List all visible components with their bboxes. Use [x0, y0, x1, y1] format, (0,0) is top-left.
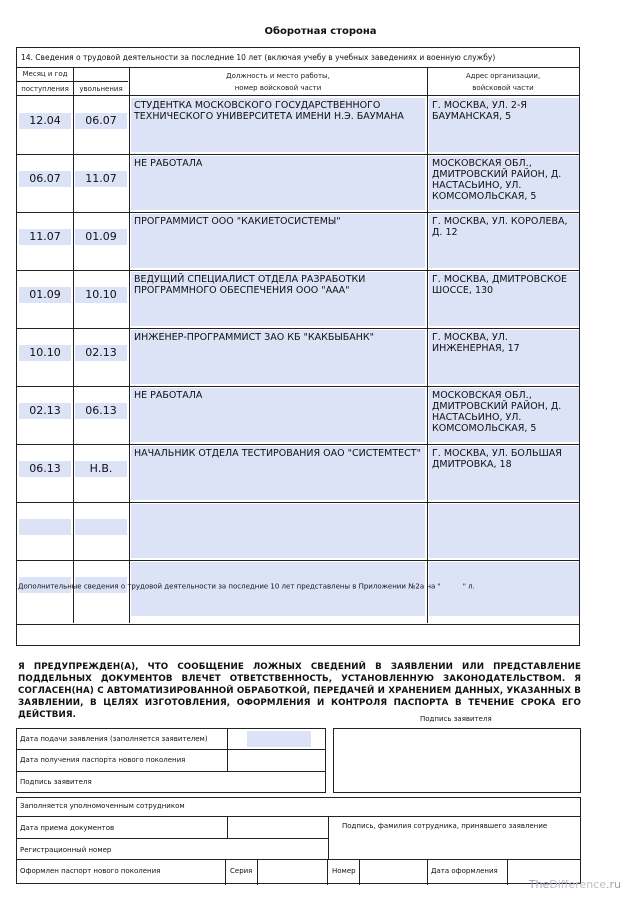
header-position-line2: номер войсковой части [234, 84, 322, 92]
watermark-logo [529, 878, 621, 891]
end-date: 10.10 [85, 288, 117, 301]
watermark-part3: .ru [606, 878, 621, 891]
start-date-field[interactable] [19, 461, 71, 477]
end-date-field[interactable] [75, 113, 127, 129]
header-address [427, 70, 579, 94]
end-date-field[interactable] [75, 345, 127, 361]
staff-block [16, 797, 581, 884]
end-date-field[interactable] [75, 519, 127, 535]
issued-label: Оформлен паспорт нового поколения [20, 867, 161, 875]
end-date: Н.В. [89, 462, 113, 475]
start-date-field[interactable] [19, 171, 71, 187]
end-date: 01.09 [85, 230, 117, 243]
address-text [429, 562, 579, 566]
address-text: Г. МОСКВА, УЛ. КОРОЛЕВА, Д. 12 [432, 216, 568, 238]
end-date-field[interactable] [75, 461, 127, 477]
address-text [429, 504, 579, 508]
start-date: 01.09 [29, 288, 61, 301]
header-dismissal: увольнения [79, 85, 123, 93]
signature-label: Подпись заявителя [420, 715, 492, 723]
start-date-field[interactable] [19, 113, 71, 129]
position-text: НЕ РАБОТАЛА [134, 390, 203, 401]
submit-date-field[interactable] [247, 731, 311, 747]
start-date-field[interactable] [19, 229, 71, 245]
address-field[interactable] [429, 330, 579, 384]
end-date-field[interactable] [75, 403, 127, 419]
end-date: 06.07 [85, 114, 117, 127]
header-month-year: Месяц и год [22, 70, 68, 78]
end-date-field[interactable] [75, 229, 127, 245]
position-field[interactable] [131, 446, 425, 500]
staff-signature-label: Подпись, фамилия сотрудника, принявшего заявление [342, 822, 548, 830]
extra-pages-field[interactable] [443, 582, 461, 591]
applicant-block [16, 728, 326, 793]
address-field[interactable] [429, 446, 579, 500]
position-field[interactable] [131, 504, 425, 558]
applicant-signature-box[interactable] [333, 728, 581, 793]
position-text [131, 504, 425, 508]
section-title: 14. Сведения о трудовой деятельности за последние 10 лет (включая учебу в учебных заведениях и военную службу) [21, 53, 496, 62]
header-admission: поступления [21, 85, 69, 93]
end-date-field[interactable] [75, 287, 127, 303]
end-date: 02.13 [85, 346, 117, 359]
position-field[interactable] [131, 214, 425, 268]
address-field[interactable] [429, 388, 579, 442]
address-text: МОСКОВСКАЯ ОБЛ., ДМИТРОВСКИЙ РАЙОН, Д. НАСТАСЬИНО, УЛ. КОМСОМОЛЬСКАЯ, 5 [432, 390, 562, 434]
address-field[interactable] [429, 98, 579, 152]
extra-info-line [18, 582, 475, 591]
start-date-field[interactable] [19, 403, 71, 419]
work-history-table [16, 47, 580, 646]
address-field[interactable] [429, 214, 579, 268]
position-text: НАЧАЛЬНИК ОТДЕЛА ТЕСТИРОВАНИЯ ОАО "СИСТЕМТЕСТ" [134, 448, 421, 459]
start-date: 06.13 [29, 462, 61, 475]
position-field[interactable] [131, 98, 425, 152]
address-text: МОСКОВСКАЯ ОБЛ., ДМИТРОВСКИЙ РАЙОН, Д. НАСТАСЬИНО, УЛ. КОМСОМОЛЬСКАЯ, 5 [432, 158, 562, 202]
position-text: ПРОГРАММИСТ ООО "КАКИЕТОСИСТЕМЫ" [134, 216, 341, 227]
end-date-field[interactable] [75, 171, 127, 187]
start-date: 06.07 [29, 172, 61, 185]
position-text: ВЕДУЩИЙ СПЕЦИАЛИСТ ОТДЕЛА РАЗРАБОТКИ ПРОГРАММНОГО ОБЕСПЕЧЕНИЯ ООО "ААА" [134, 274, 366, 296]
start-date: 10.10 [29, 346, 61, 359]
header-address-line2: войсковой части [472, 84, 534, 92]
watermark-part2: Difference [549, 878, 606, 891]
submit-date-label: Дата подачи заявления (заполняется заявителем) [20, 735, 208, 743]
address-text: Г. МОСКВА, УЛ. БОЛЬШАЯ ДМИТРОВКА, 18 [432, 448, 562, 470]
end-date: 11.07 [85, 172, 117, 185]
extra-info-text: Дополнительные сведения о трудовой деятельности за последние 10 лет представлены в Приложении №2а на " [18, 582, 441, 591]
header-position [129, 70, 427, 94]
receive-date-label: Дата получения паспорта нового поколения [20, 756, 186, 764]
address-field[interactable] [429, 504, 579, 558]
end-date: 06.13 [85, 404, 117, 417]
position-text: НЕ РАБОТАЛА [134, 158, 203, 169]
position-field[interactable] [131, 330, 425, 384]
start-date-field[interactable] [19, 345, 71, 361]
filled-by-label: Заполняется уполномоченным сотрудником [20, 802, 185, 810]
start-date: 11.07 [29, 230, 61, 243]
address-field[interactable] [429, 272, 579, 326]
header-address-line1: Адрес организации, [465, 72, 541, 80]
position-field[interactable] [131, 156, 425, 210]
address-text: Г. МОСКВА, УЛ. 2-Я БАУМАНСКАЯ, 5 [432, 100, 527, 122]
start-date: 02.13 [29, 404, 61, 417]
reg-number-label: Регистрационный номер [20, 846, 112, 854]
applicant-signature-label: Подпись заявителя [20, 778, 92, 786]
start-date-field[interactable] [19, 519, 71, 535]
position-text: ИНЖЕНЕР-ПРОГРАММИСТ ЗАО КБ "КАКБЫБАНК" [134, 332, 375, 343]
address-text: Г. МОСКВА, ДМИТРОВСКОЕ ШОССЕ, 130 [432, 274, 568, 296]
position-text [131, 562, 425, 566]
issue-date-label: Дата оформления [431, 867, 498, 875]
address-text: Г. МОСКВА, УЛ. ИНЖЕНЕРНАЯ, 17 [432, 332, 520, 354]
address-field[interactable] [429, 156, 579, 210]
start-date: 12.04 [29, 114, 61, 127]
position-text: СТУДЕНТКА МОСКОВСКОГО ГОСУДАРСТВЕННОГО ТЕХНИЧЕСКОГО УНИВЕРСИТЕТА ИМЕНИ Н.Э. БАУМАНА [134, 100, 404, 122]
warning-text: Я ПРЕДУПРЕЖДЕН(А), ЧТО СООБЩЕНИЕ ЛОЖНЫХ СВЕДЕНИЙ В ЗАЯВЛЕНИИ ИЛИ ПРЕДСТАВЛЕНИЕ ПОДДЕЛЬНЫХ ДОКУМЕНТОВ ВЛЕЧЕТ ОТВЕТСТВЕННОСТЬ, УСТАНОВЛЕННУЮ ЗАКОНОДАТЕЛЬСТВОМ. Я СОГЛАСЕН(НА) С АВТОМАТИЗИРОВАННОЙ ОБРАБОТКОЙ, ПЕРЕДАЧЕЙ И ХРАНЕНИЕМ ДАННЫХ, УКАЗАННЫХ В ЗАЯВЛЕНИИ, В ЦЕЛЯХ ИЗГОТОВЛЕНИЯ, ОФОРМЛЕНИЯ И КОНТРОЛЯ ПАСПОРТА В ТЕЧЕНИЕ СРОКА ЕГО ДЕЙСТВИЯ. [18, 662, 581, 720]
page-title: Оборотная сторона [264, 26, 377, 37]
position-field[interactable] [131, 388, 425, 442]
extra-info-suffix: " л. [462, 582, 475, 591]
accept-date-label: Дата приема документов [20, 824, 115, 832]
number-label: Номер [332, 867, 356, 875]
start-date-field[interactable] [19, 287, 71, 303]
position-field[interactable] [131, 272, 425, 326]
series-label: Серия [230, 867, 253, 875]
watermark-part1: The [528, 878, 550, 891]
header-position-line1: Должность и место работы, [226, 72, 330, 80]
